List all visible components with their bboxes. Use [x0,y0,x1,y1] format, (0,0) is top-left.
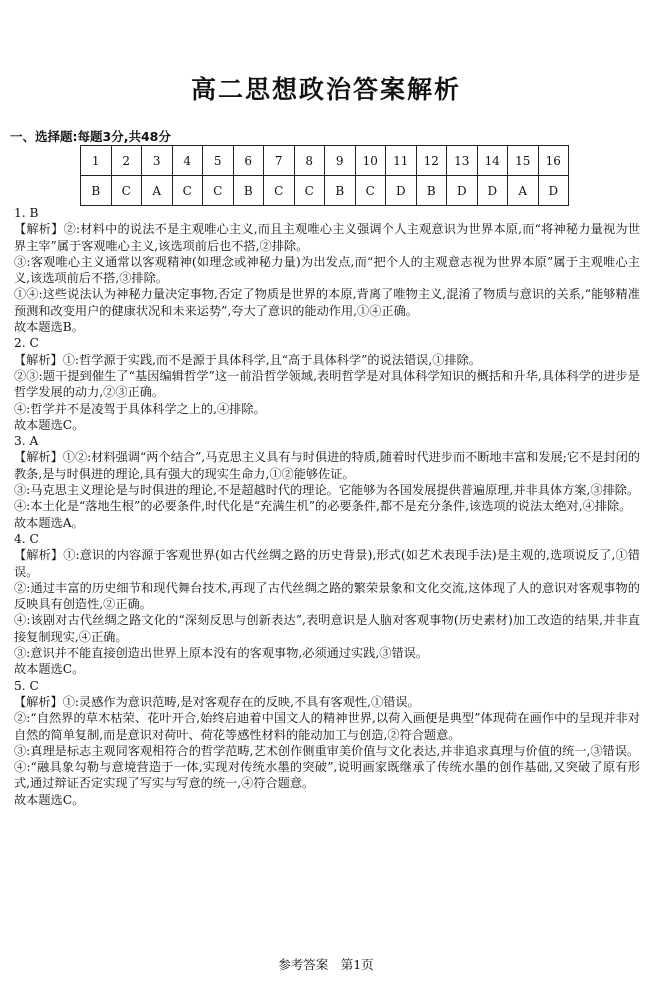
explanation-paragraph: 【解析】①②:材料强调“两个结合”,马克思主义具有与时俱进的特质,随着时代进步而不断地丰富和发展;它不是封闭的教条,是与时俱进的理论,具有强大的现实生命力,①②能够佐证。 [14,450,640,481]
answer-cell: C [264,176,295,206]
question-block [14,205,640,335]
explanation-paragraph: 【解析】②:材料中的说法不是主观唯心主义,而且主观唯心主义强调个人主观意识为世界本原,而“将神秘力量视为世界主宰”属于客观唯心主义,该选项前后也不搭,②排除。 [14,222,640,253]
answer-cell: D [477,176,508,206]
explanation-paragraph: ④:该剧对古代丝绸之路文化的“深刻反思与创新表达”,表明意识是人脑对客观事物(历史素材)加工改造的结果,并非直接复制现实,④正确。 [14,613,640,644]
explanation-paragraph: 故本题选A。 [14,515,84,530]
question-number-cell: 9 [325,146,356,176]
answer-table [80,145,569,206]
explanation-paragraph: ③:意识并不能直接创造出世界上原本没有的客观事物,必须通过实践,③错误。 [14,646,429,661]
answer-cell: C [355,176,386,206]
answer-table-numbers-row [81,146,569,176]
question-number-cell: 3 [142,146,173,176]
answer-cell: C [172,176,203,206]
answer-cell: D [538,176,569,206]
explanation-paragraph: 故本题选C。 [14,662,85,677]
explanation-paragraph: 故本题选B。 [14,320,84,335]
question-label: 1. B [14,206,39,220]
explanation-paragraph: ②③:题干提到催生了“基因编辑哲学”这一前沿哲学领域,表明哲学是对具体科学知识的概括和升华,具体科学的进步是哲学发展的动力,②③正确。 [14,368,640,400]
question-number-cell: 4 [172,146,203,176]
explanation-paragraph: ③:客观唯心主义通常以客观精神(如理念或神秘力量)为出发点,而“把个人的主观意志视为世界本原”属于主观唯心主义,该选项前后不搭,③排除。 [14,254,640,286]
question-label: 4. C [14,531,39,546]
question-number-cell: 16 [538,146,569,176]
question-number-cell: 6 [233,146,264,176]
explanation-paragraph: ②:通过丰富的历史细节和现代舞台技术,再现了古代丝绸之路的繁荣景象和文化交流,这体现了人的意识对客观事物的反映具有创造性,②正确。 [14,580,640,612]
answer-cell: B [81,176,112,206]
question-number-cell: 15 [508,146,539,176]
explanation-paragraph: ③:马克思主义理论是与时俱进的理论,不是超越时代的理论。它能够为各国发展提供普遍原理,并非具体方案,③排除。 [14,483,640,498]
page-title: 高二思想政治答案解析 [190,75,461,104]
explanation-paragraph: 【解析】①:意识的内容源于客观世界(如古代丝绸之路的历史背景),形式(如艺术表现手法)是主观的,选项说反了,①错误。 [14,548,640,579]
question-block [14,678,640,808]
question-number-cell: 1 [81,146,112,176]
question-block [14,531,640,678]
explanation-paragraph: ②:“自然界的草木枯荣、花叶开合,始终启迪着中国文人的精神世界,以荷入画便是典型”体现荷在画作中的呈现并非对自然的简单复制,而是意识对荷叶、荷花等感性材料的能动加工与创造,②符合题意。 [14,711,640,742]
question-block [14,433,640,531]
question-number-cell: 7 [264,146,295,176]
answer-cell: B [233,176,264,206]
question-number-cell: 11 [386,146,417,176]
answer-cell: D [386,176,417,206]
answer-cell: A [142,176,173,206]
answer-cell: A [508,176,539,206]
question-number-cell: 12 [416,146,447,176]
question-block [14,335,640,433]
section-heading: 一、选择题:每题3分,共48分 [10,129,171,144]
question-number-cell: 8 [294,146,325,176]
explanations [14,205,640,808]
answer-cell: C [294,176,325,206]
question-number-cell: 2 [111,146,142,176]
explanation-paragraph: 故本题选C。 [14,792,85,807]
answer-cell: C [111,176,142,206]
page-footer: 参考答案 第1页 [278,957,374,972]
explanation-paragraph: ④:“融具象勾勒与意境营造于一体,实现对传统水墨的突破”,说明画家既继承了传统水墨的创作基础,又突破了原有形式,通过辩证否定实现了写实与写意的统一,④符合题意。 [14,760,640,791]
explanation-paragraph: 【解析】①:哲学源于实践,而不是源于具体科学,且“高于具体科学”的说法错误,①排除。 [14,352,481,367]
explanation-paragraph: 故本题选C。 [14,417,85,432]
question-label: 3. A [14,434,39,449]
question-label: 2. C [14,336,39,351]
explanation-paragraph: 【解析】①:灵感作为意识范畴,是对客观存在的反映,不具有客观性,①错误。 [14,694,420,709]
question-number-cell: 13 [447,146,478,176]
answer-cell: D [447,176,478,206]
answer-cell: B [325,176,356,206]
answer-table-answers-row [81,176,569,206]
explanation-paragraph: ③:真理是标志主观同客观相符合的哲学范畴,艺术创作侧重审美价值与文化表达,并非追求真理与价值的统一,③错误。 [14,743,640,758]
question-number-cell: 10 [355,146,386,176]
answer-cell: B [416,176,447,206]
question-label: 5. C [14,678,39,693]
explanation-paragraph: ④:本土化是“落地生根”的必要条件,时代化是“充满生机”的必要条件,都不是充分条件,该选项的说法太绝对,④排除。 [14,499,632,514]
answer-cell: C [203,176,234,206]
question-number-cell: 5 [203,146,234,176]
explanation-paragraph: ①④:这些说法认为神秘力量决定事物,否定了物质是世界的本原,背离了唯物主义,混淆了物质与意识的关系,“能够精准预测和改变用户的健康状况和未来运势”,夸大了意识的能动作用,①④正确。 [14,287,640,318]
question-number-cell: 14 [477,146,508,176]
explanation-paragraph: ④:哲学并不是凌驾于具体科学之上的,④排除。 [14,401,266,416]
